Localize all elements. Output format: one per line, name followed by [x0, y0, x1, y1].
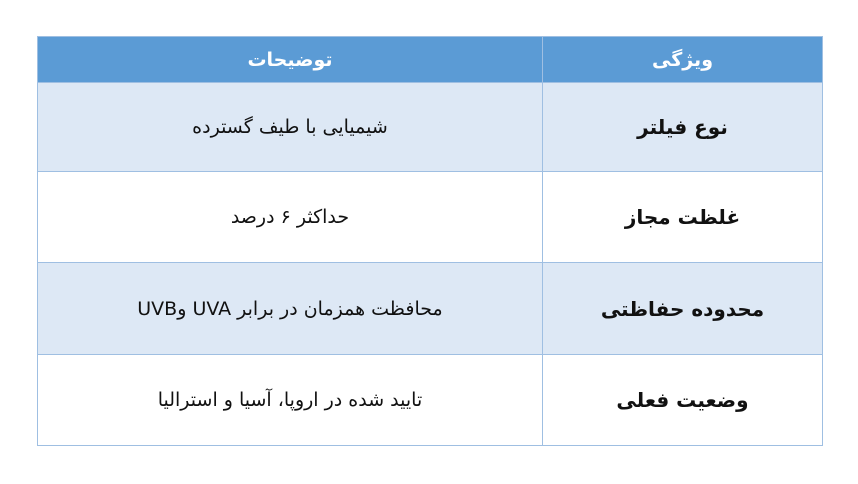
description-cell: حداکثر ۶ درصد — [38, 172, 543, 263]
feature-cell: وضعیت فعلی — [543, 355, 823, 446]
table-row — [38, 172, 823, 263]
header-feature: ویژگی — [543, 37, 823, 83]
table-row — [38, 83, 823, 172]
feature-cell: نوع فیلتر — [543, 83, 823, 172]
table-row — [38, 355, 823, 446]
table-row — [38, 263, 823, 355]
features-table-container — [37, 36, 822, 446]
description-cell: تایید شده در اروپا، آسیا و استرالیا — [38, 355, 543, 446]
features-table — [37, 36, 823, 446]
feature-cell: محدوده حفاظتی — [543, 263, 823, 355]
description-cell: محافظت همزمان در برابر UVA وUVB — [38, 263, 543, 355]
header-description: توضیحات — [38, 37, 543, 83]
table-header-row — [38, 37, 823, 83]
description-cell: شیمیایی با طیف گسترده — [38, 83, 543, 172]
feature-cell: غلظت مجاز — [543, 172, 823, 263]
